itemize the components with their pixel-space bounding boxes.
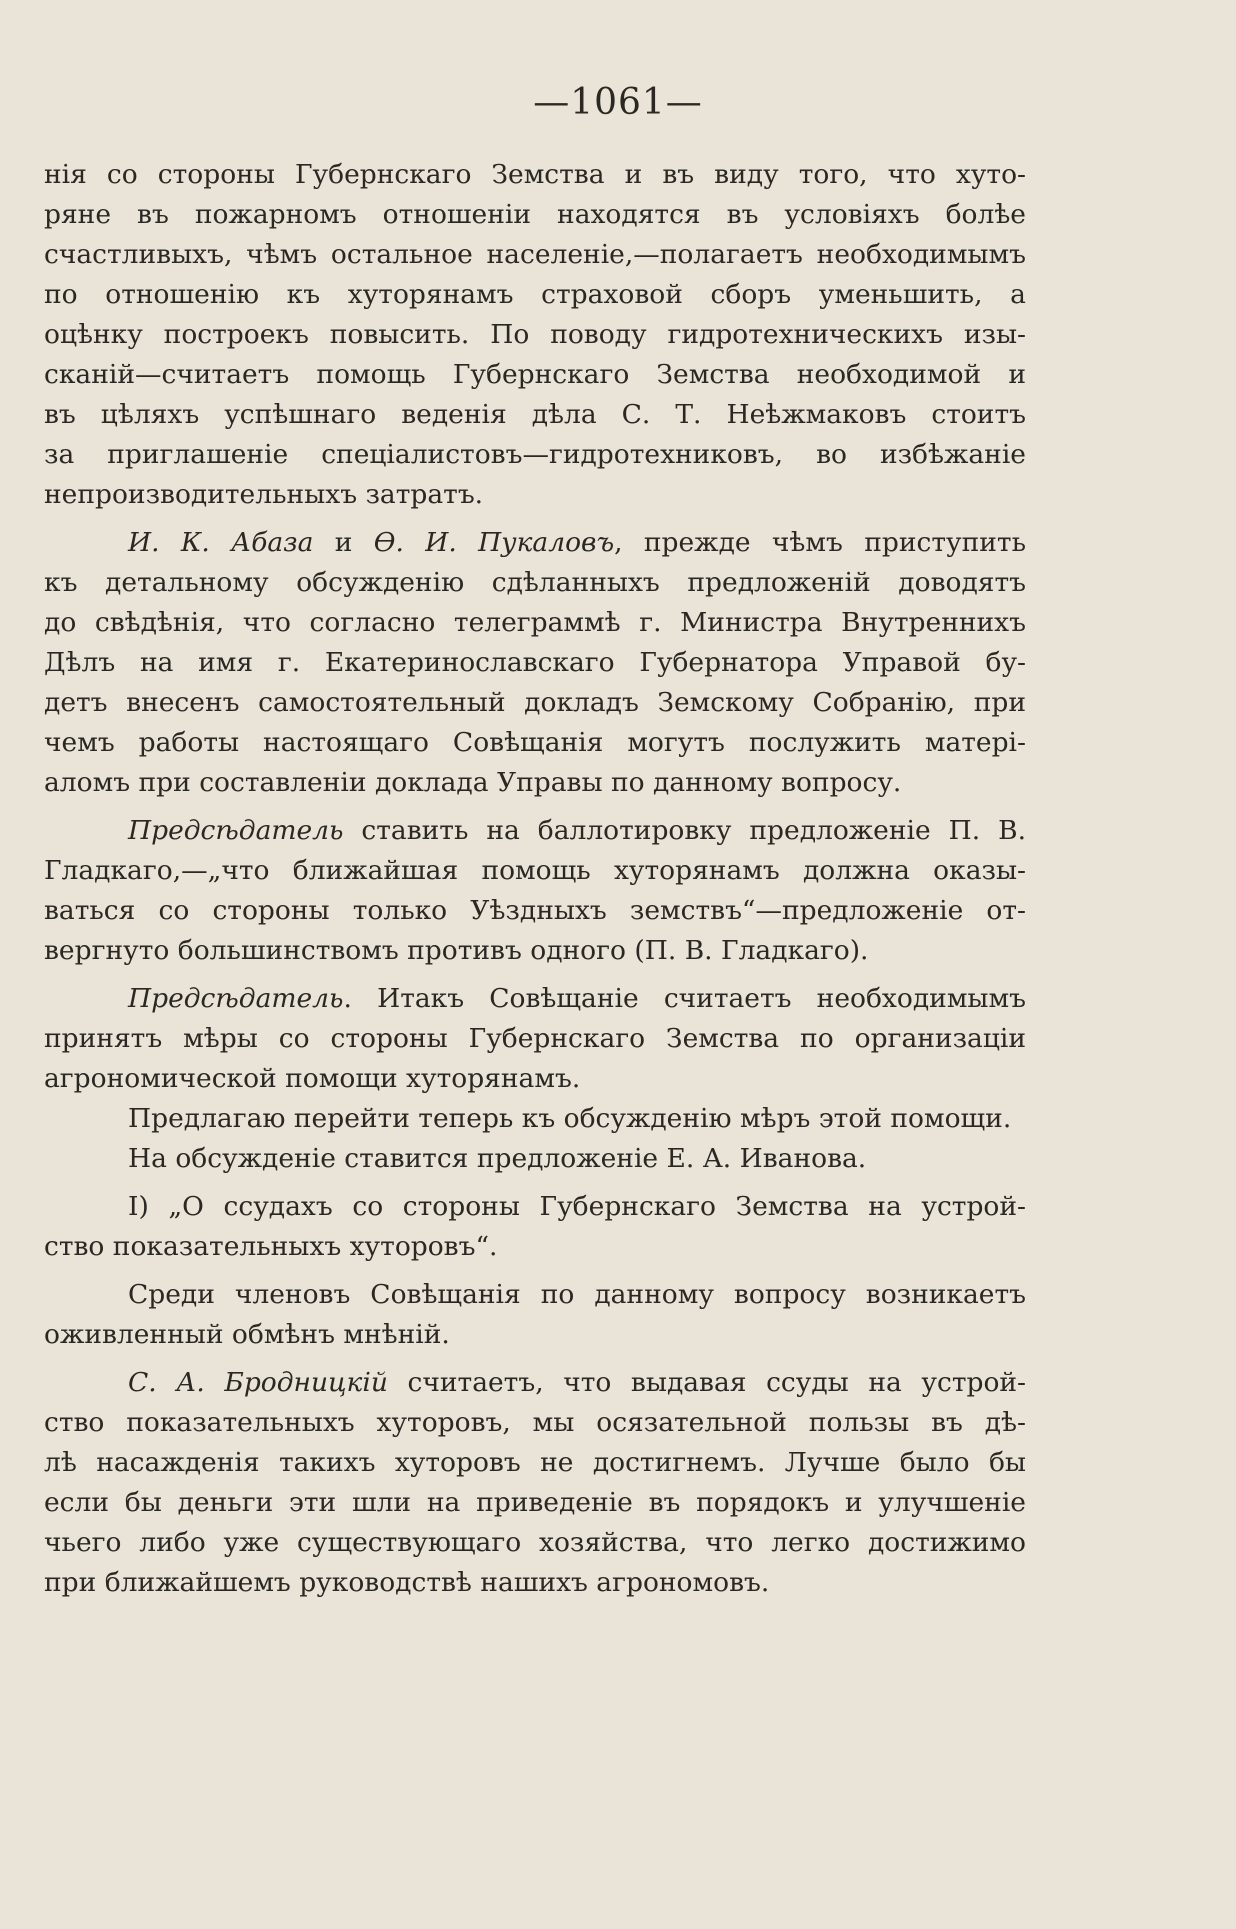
text-line: агрономической помощи хуторянамъ. — [44, 1063, 581, 1094]
text-line: при ближайшемъ руководствѣ нашихъ агрономовъ. — [44, 1567, 770, 1598]
text-line: аломъ при составленіи доклада Управы по данному вопросу. — [44, 767, 902, 798]
paragraph — [44, 1099, 1026, 1139]
text-line: Предсѣдатель ставить на баллотировку предложеніе П. В. — [128, 815, 1026, 846]
text-line: ряне въ пожарномъ отношеніи находятся въ условіяхъ болѣе — [44, 199, 1026, 230]
text-line: вергнуто большинствомъ противъ одного (П. В. Гладкаго). — [44, 935, 869, 966]
text-line: сканій—считаетъ помощь Губернскаго Земства необходимой и — [44, 359, 1026, 390]
paragraph — [44, 1363, 1026, 1603]
text-line: ство показательныхъ хуторовъ, мы осязательной пользы въ дѣ- — [44, 1407, 1026, 1438]
text-line: въ цѣляхъ успѣшнаго веденія дѣла С. Т. Неѣжмаковъ стоитъ — [44, 399, 1026, 430]
text-line: I) „О ссудахъ со стороны Губернскаго Земства на устрой- — [128, 1191, 1026, 1222]
text-line: лѣ насажденія такихъ хуторовъ не достигнемъ. Лучше было бы — [44, 1447, 1026, 1478]
text-line: по отношенію къ хуторянамъ страховой сборъ уменьшить, а — [44, 279, 1026, 310]
paragraph — [44, 1275, 1026, 1355]
text-line: На обсужденіе ставится предложеніе Е. А. Иванова. — [128, 1143, 867, 1174]
text-line: ваться со стороны только Уѣздныхъ земствъ“—предложеніе от- — [44, 895, 1026, 926]
text-line: принятъ мѣры со стороны Губернскаго Земства по организаціи — [44, 1023, 1026, 1054]
text-line: оживленный обмѣнъ мнѣній. — [44, 1319, 450, 1350]
paragraph — [44, 811, 1026, 971]
text-line: С. А. Бродницкій считаетъ, что выдавая ссуды на устрой- — [128, 1367, 1027, 1398]
text-line: непроизводительныхъ затратъ. — [44, 479, 484, 510]
text-line: ство показательныхъ хуторовъ“. — [44, 1231, 498, 1262]
speaker-name: С. А. Бродницкій — [128, 1367, 388, 1398]
text-line: счастливыхъ, чѣмъ остальное населеніе,—полагаетъ необходимымъ — [44, 239, 1026, 270]
text-line: Гладкаго,—„что ближайшая помощь хуторянамъ должна оказы- — [44, 855, 1026, 886]
body-text — [44, 155, 1026, 1603]
text-line: чьего либо уже существующаго хозяйства, что легко достижимо — [44, 1527, 1026, 1558]
text-line: детъ внесенъ самостоятельный докладъ Земскому Собранію, при — [44, 687, 1026, 718]
text-line: Дѣлъ на имя г. Екатеринославскаго Губернатора Управой бу- — [44, 647, 1026, 678]
text-line: за приглашеніе спеціалистовъ—гидротехниковъ, во избѣжаніе — [44, 439, 1026, 470]
paragraph — [44, 979, 1026, 1099]
text-line: И. К. Абаза и Ѳ. И. Пукаловъ, прежде чѣмъ приступить — [128, 527, 1026, 558]
speaker-name: Предсѣдатель — [128, 983, 344, 1014]
text-line: Среди членовъ Совѣщанія по данному вопросу возникаетъ — [128, 1279, 1026, 1310]
text-line: нія со стороны Губернскаго Земства и въ виду того, что хуто- — [44, 159, 1026, 190]
text-line: если бы деньги эти шли на приведеніе въ порядокъ и улучшеніе — [44, 1487, 1026, 1518]
speaker-name: Предсѣдатель — [128, 815, 344, 846]
text-line: Предсѣдатель. Итакъ Совѣщаніе считаетъ необходимымъ — [128, 983, 1026, 1014]
text-line: до свѣдѣнія, что согласно телеграммѣ г. Министра Внутреннихъ — [44, 607, 1026, 638]
text-line: къ детальному обсужденію сдѣланныхъ предложеній доводятъ — [44, 567, 1026, 598]
page-number: —1061— — [533, 82, 703, 123]
text-line: Предлагаю перейти теперь къ обсужденію мѣръ этой помощи. — [128, 1103, 1012, 1134]
paragraph — [44, 1139, 1026, 1179]
speaker-name: И. К. Абаза — [128, 527, 314, 558]
paragraph — [44, 1187, 1026, 1267]
text-line: оцѣнку построекъ повысить. По поводу гидротехническихъ изы- — [44, 319, 1026, 350]
paragraph — [44, 523, 1026, 803]
paragraph — [44, 155, 1026, 515]
text-line: чемъ работы настоящаго Совѣщанія могутъ послужить матері- — [44, 727, 1026, 758]
speaker-name: Ѳ. И. Пукаловъ — [373, 527, 615, 558]
